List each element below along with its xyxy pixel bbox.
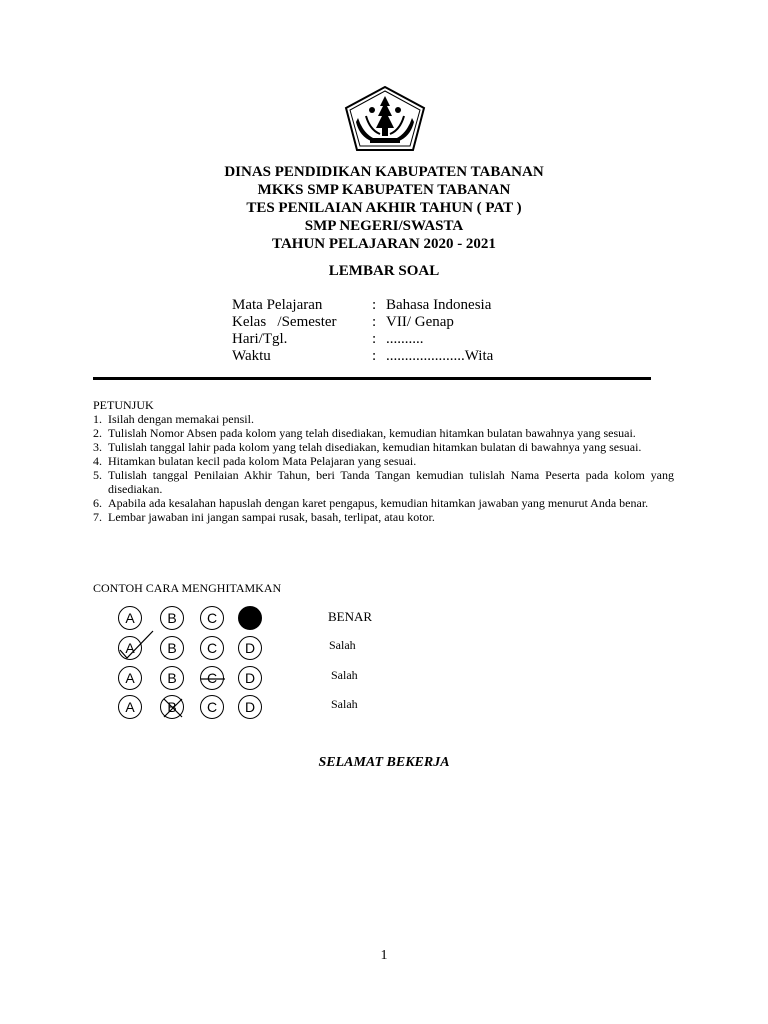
answer-bubble-a: A — [118, 666, 142, 690]
header-line-mkks: MKKS SMP KABUPATEN TABANAN — [257, 182, 511, 198]
instruction-number: 3. — [93, 440, 102, 454]
answer-bubble-b: B — [160, 606, 184, 630]
sheet-title: LEMBAR SOAL — [328, 263, 440, 279]
exam-info — [232, 297, 652, 365]
instruction-number: 4. — [93, 454, 102, 468]
answer-bubble-a: A — [118, 606, 142, 630]
info-label: Waktu — [232, 348, 271, 364]
answer-bubble-d: D — [238, 636, 262, 660]
instruction-number: 7. — [93, 510, 102, 524]
info-row-date — [232, 331, 652, 348]
answer-bubble-d: D — [238, 695, 262, 719]
header-line-year: TAHUN PELAJARAN 2020 - 2021 — [272, 236, 496, 252]
answer-bubble-b: B — [160, 636, 184, 660]
instruction-text: Apabila ada kesalahan hapuslah dengan karet pengapus, kemudian hitamkan jawaban yang menurut Anda benar. — [108, 496, 649, 510]
example-status-label: Salah — [331, 668, 358, 682]
regency-emblem-icon — [344, 86, 426, 152]
instruction-text: Hitamkan bulatan kecil pada kolom Mata Pelajaran yang sesuai. — [108, 454, 417, 468]
check-mark-icon — [119, 637, 143, 661]
instructions-list — [93, 412, 674, 524]
instruction-item — [93, 496, 674, 510]
answer-bubble-b: B — [160, 695, 184, 719]
info-value: .....................Wita — [386, 348, 494, 364]
info-value: VII/ Genap — [386, 314, 454, 330]
instruction-number: 6. — [93, 496, 102, 510]
document-header — [0, 163, 768, 253]
instruction-number: 1. — [93, 412, 102, 426]
example-status-label: Salah — [329, 638, 356, 652]
info-colon: : — [372, 348, 377, 364]
answer-bubble-a: A — [118, 636, 142, 660]
answer-bubble-c: C — [200, 695, 224, 719]
instruction-item — [93, 510, 674, 524]
instruction-number: 2. — [93, 426, 102, 440]
info-label: Hari/Tgl. — [232, 331, 288, 347]
answer-bubble-b: B — [160, 666, 184, 690]
example-status-label: Salah — [331, 697, 358, 711]
instruction-text: Tulislah tanggal Penilaian Akhir Tahun, beri Tanda Tangan kemudian tulislah Nama Peserta pada kolom yang disediakan. — [108, 468, 674, 496]
info-row-subject — [232, 297, 652, 314]
instruction-item — [93, 440, 674, 454]
instruction-number: 5. — [93, 468, 102, 482]
cross-mark-icon — [161, 696, 185, 720]
answer-bubble-filled — [238, 606, 262, 630]
instruction-item — [93, 468, 674, 496]
instruction-item — [93, 426, 674, 440]
info-colon: : — [372, 331, 377, 347]
info-colon: : — [372, 297, 377, 313]
info-row-time — [232, 348, 652, 365]
header-line-agency: DINAS PENDIDIKAN KABUPATEN TABANAN — [224, 164, 544, 180]
info-value: .......... — [386, 331, 424, 347]
instruction-item — [93, 454, 674, 468]
instruction-text: Isilah dengan memakai pensil. — [108, 412, 254, 426]
instructions-title: PETUNJUK — [93, 398, 154, 412]
instructions — [93, 398, 674, 524]
instruction-text: Lembar jawaban ini jangan sampai rusak, basah, terlipat, atau kotor. — [108, 510, 435, 524]
header-line-test: TES PENILAIAN AKHIR TAHUN ( PAT ) — [246, 200, 522, 216]
page-number: 1 — [380, 948, 388, 963]
strike-mark-icon — [201, 667, 225, 691]
answer-bubble-c: C — [200, 606, 224, 630]
divider-rule — [93, 377, 651, 380]
answer-bubble-d: D — [238, 666, 262, 690]
info-label: Mata Pelajaran — [232, 297, 323, 313]
header-line-school: SMP NEGERI/SWASTA — [304, 218, 464, 234]
instruction-item — [93, 412, 674, 426]
answer-bubble-c: C — [200, 636, 224, 660]
instruction-text: Tulislah Nomor Absen pada kolom yang telah disediakan, kemudian hitamkan bulatan bawahnya yang sesuai. — [108, 426, 636, 440]
answer-bubble-c: C — [200, 666, 224, 690]
info-row-class — [232, 314, 652, 331]
example-title: CONTOH CARA MENGHITAMKAN — [93, 581, 282, 595]
instruction-text: Tulislah tanggal lahir pada kolom yang telah disediakan, kemudian hitamkan bulatan di bawahnya yang sesuai. — [108, 440, 642, 454]
closing-text: SELAMAT BEKERJA — [318, 755, 450, 770]
example-status-label: BENAR — [328, 609, 373, 624]
info-colon: : — [372, 314, 377, 330]
info-label: Kelas /Semester — [232, 314, 337, 330]
info-value: Bahasa Indonesia — [386, 297, 492, 313]
answer-bubble-a: A — [118, 695, 142, 719]
